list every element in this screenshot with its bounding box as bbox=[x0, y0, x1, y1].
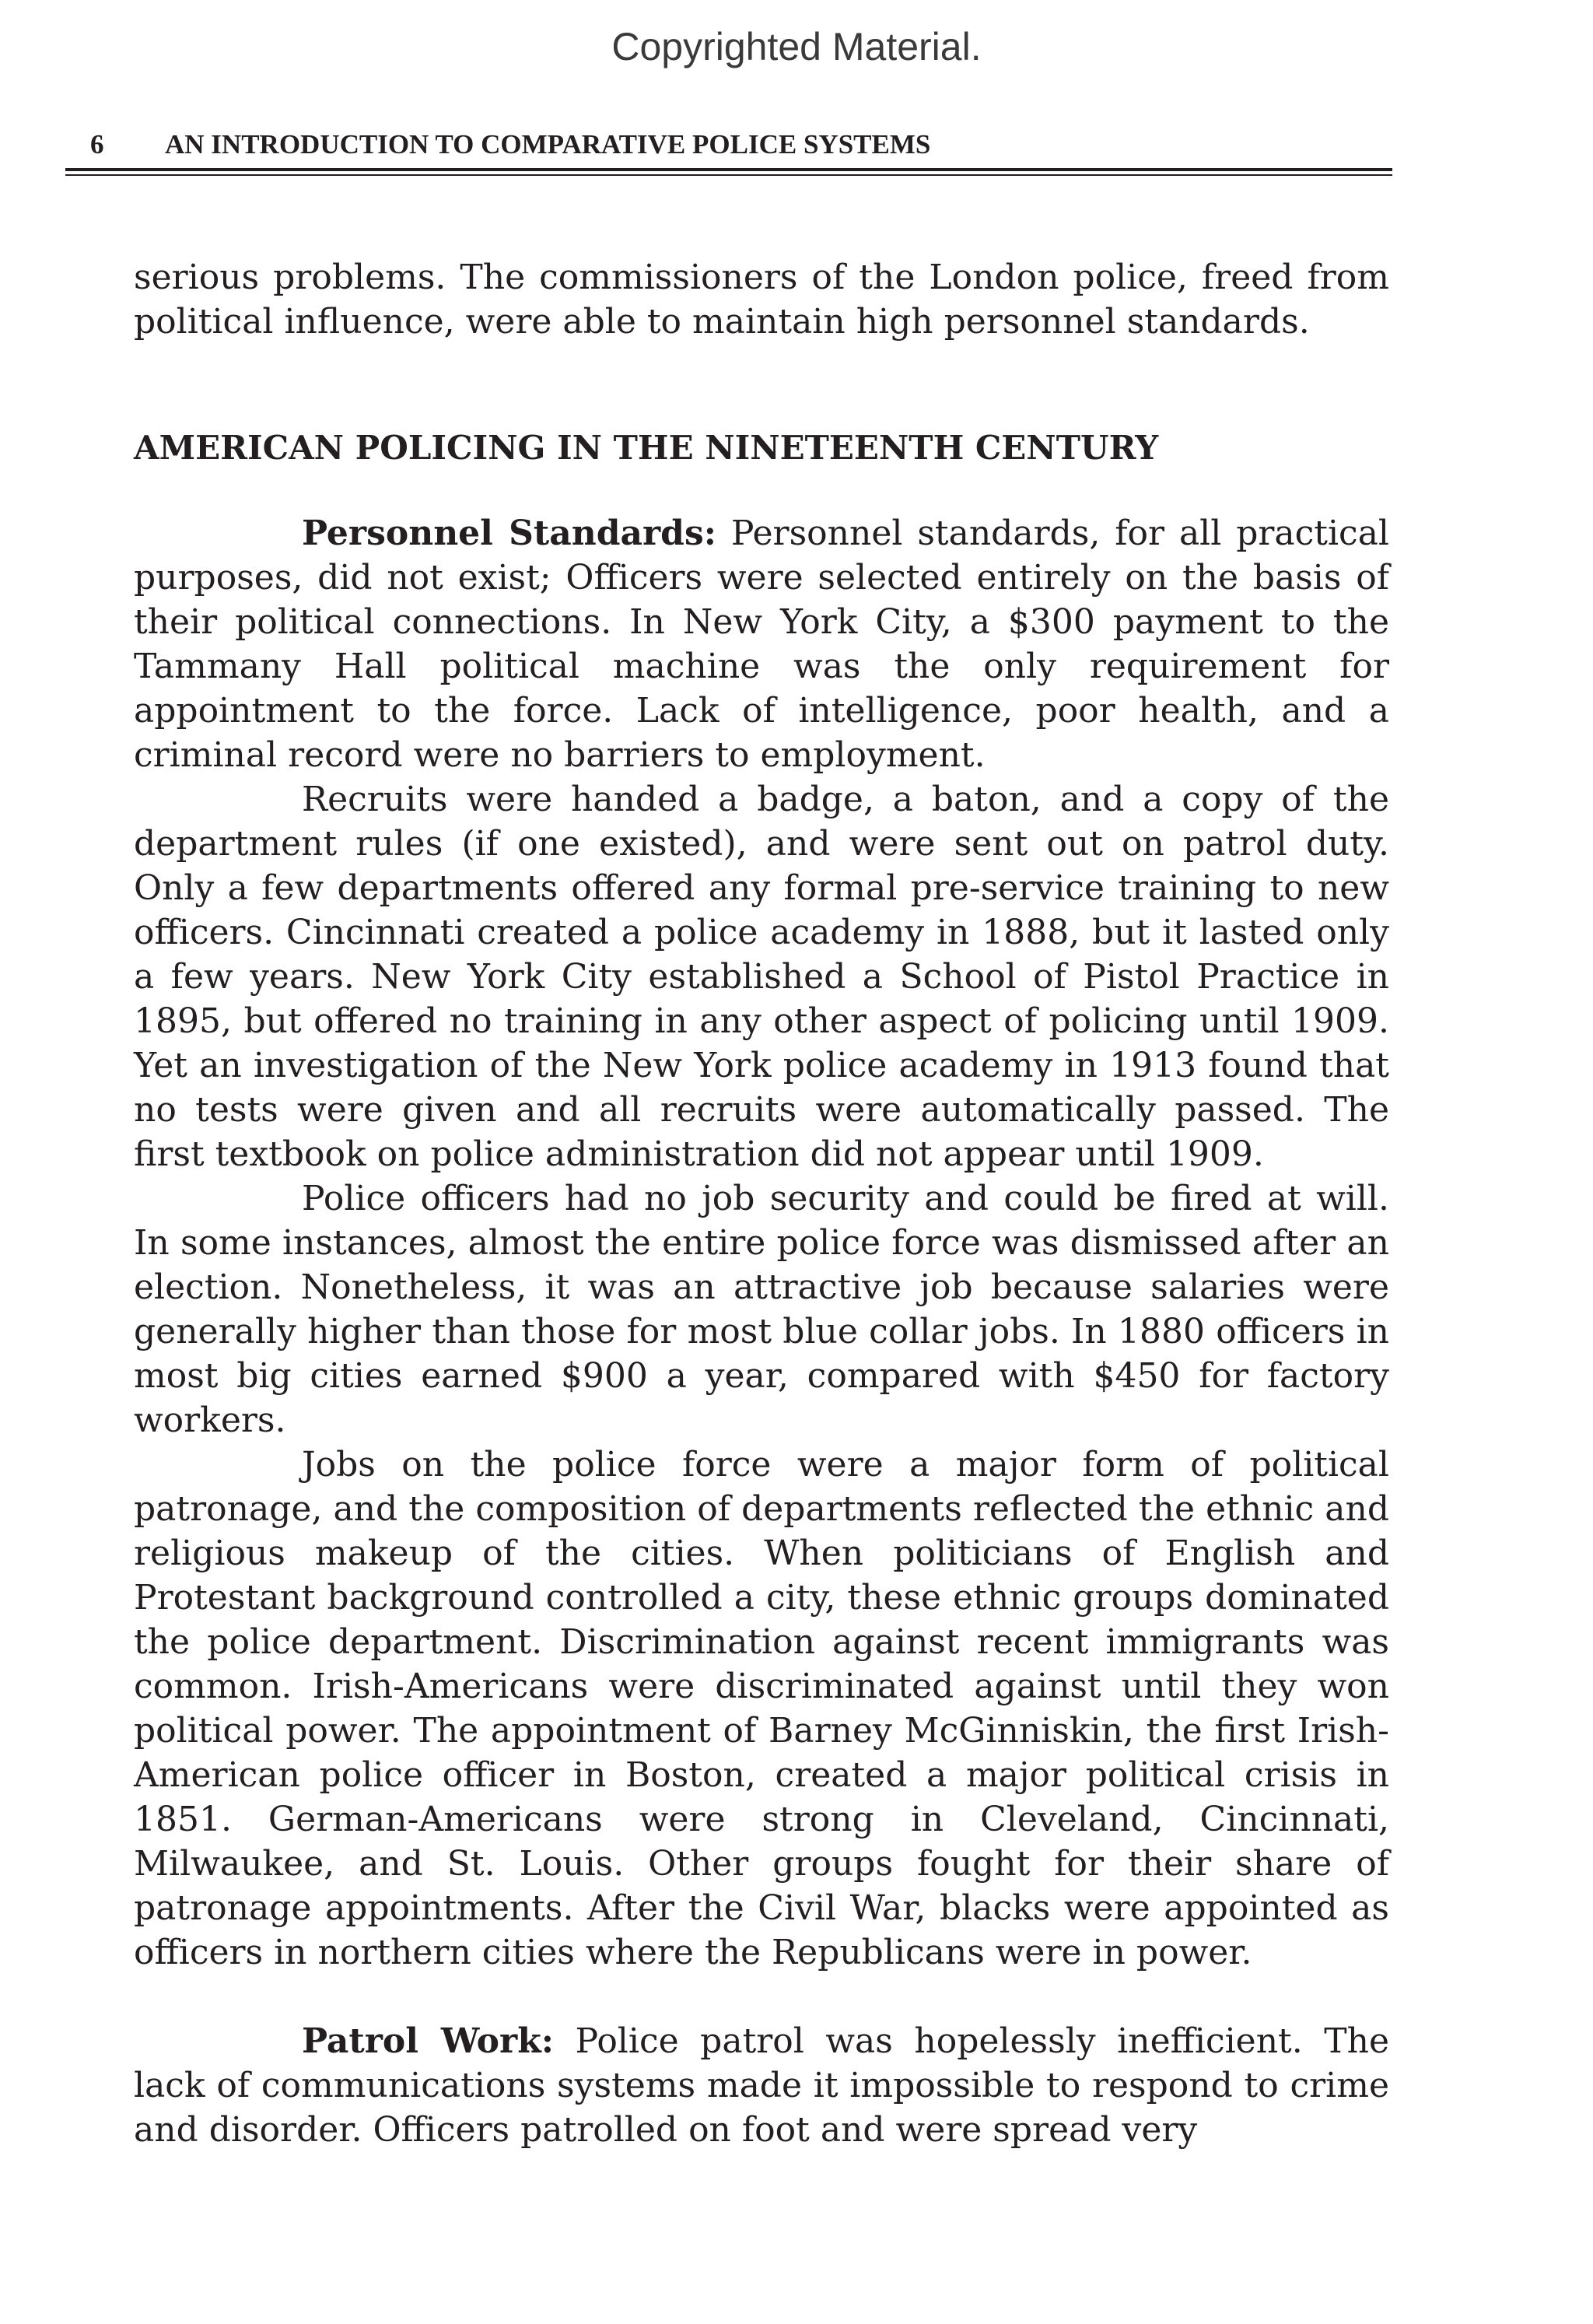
paragraph-continued: serious problems. The commissioners of the London police, freed from political influence, were able to maintain high personnel standards. bbox=[134, 258, 1389, 342]
copyright-banner: Copyrighted Material. bbox=[611, 25, 982, 68]
paragraph-text: Personnel standards, for all practical purposes, did not exist; Officers were selected entirely on the basis of their political connections. In New York City, a $300 payment to the Tammany Hall political machine was the only requirement for appointment to the force. Lack of intelligence, poor health, and a criminal record were no barriers to employment. bbox=[134, 514, 1389, 775]
paragraph-personnel-standards bbox=[134, 511, 1389, 777]
paragraph-gap bbox=[134, 1975, 1389, 2019]
paragraph-job-security: Police officers had no job security and could be fired at will. In some instances, almost the entire police force was dismissed after an election. Nonetheless, it was an attractive job because salaries were generally higher than those for most blue collar jobs. In 1880 officers in most big cities earned $900 a year, compared with $450 for factory workers. bbox=[134, 1179, 1389, 1440]
paragraph-patrol-work bbox=[134, 2019, 1389, 2152]
book-title: AN INTRODUCTION TO COMPARATIVE POLICE SYSTEMS bbox=[165, 129, 931, 159]
header-rule-thin bbox=[65, 174, 1392, 176]
section-heading: AMERICAN POLICING IN THE NINETEENTH CENTURY bbox=[134, 429, 1159, 467]
page-body bbox=[134, 255, 1389, 2152]
paragraph-text: Police patrol was hopelessly inefficient. The lack of communications systems made it impossible to respond to crime and disorder. Officers patrolled on foot and were spread very bbox=[134, 2021, 1389, 2150]
paragraph-recruits: Recruits were handed a badge, a baton, and a copy of the department rules (if one existed), and were sent out on patrol duty. Only a few departments offered any formal pre-service training to new officers. Cincinnati created a police academy in 1888, but it lasted only a few years. New York City established a School of Pistol Practice in 1895, but offered no training in any other aspect of policing until 1909. Yet an investigation of the New York police academy in 1913 found that no tests were given and all recruits were automatically passed. The first textbook on police administration did not appear until 1909. bbox=[134, 780, 1389, 1174]
header-rule-thick bbox=[65, 168, 1392, 171]
running-head bbox=[90, 128, 1389, 162]
paragraph-patronage: Jobs on the police force were a major form of political patronage, and the composition of departments reflected the ethnic and religious makeup of the cities. When politicians of English and Protestant background controlled a city, these ethnic groups dominated the police department. Discrimination against recent immigrants was common. Irish-Americans were discriminated against until they won political power. The appointment of Barney McGinniskin, the first Irish-American police officer in Boston, created a major political crisis in 1851. German-Americans were strong in Cleveland, Cincinnati, Milwaukee, and St. Louis. Other groups fought for their share of patronage appointments. After the Civil War, blacks were appointed as officers in northern cities where the Republicans were in power. bbox=[134, 1445, 1389, 1972]
run-in-heading-personnel-standards: Personnel Standards: bbox=[302, 514, 716, 553]
page-number: 6 bbox=[90, 129, 104, 159]
run-in-heading-patrol-work: Patrol Work: bbox=[302, 2021, 554, 2061]
